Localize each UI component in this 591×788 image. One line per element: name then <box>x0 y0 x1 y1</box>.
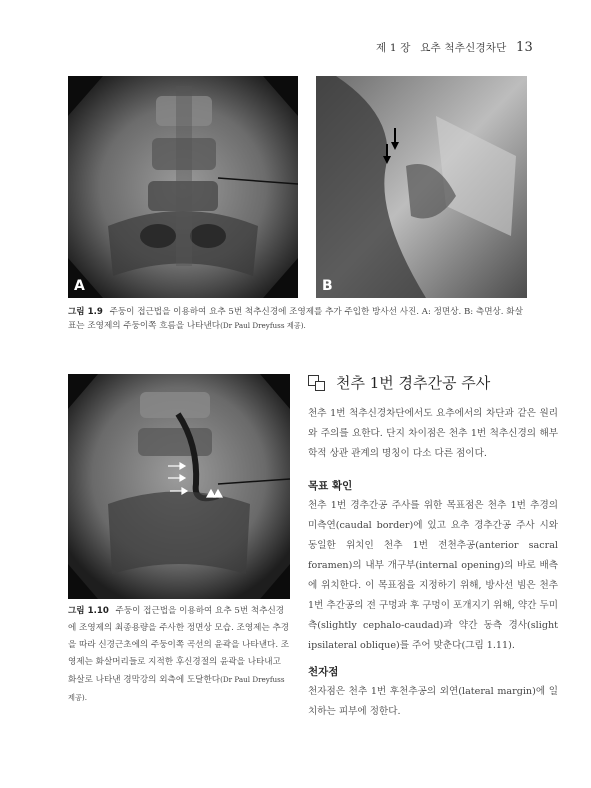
section-bullet-icon <box>308 375 328 391</box>
xray-lateral-image <box>316 76 527 298</box>
xray-ap-image <box>68 76 298 298</box>
figure-1-9-panel-a <box>68 76 298 298</box>
caption-credit: (Dr Paul Dreyfuss 제공). <box>68 675 285 702</box>
xray-ap-contrast-image <box>68 374 290 599</box>
target-paragraph: 천추 1번 경추간공 주사를 위한 목표점은 천추 1번 추경의 미측연(caudal border)에 있고 요추 경추간공 주사 시와 동일한 위치인 천추 1번 전천추공(anterior sacral foramen)의 내부 개구부(internal opening)의 바로 배측에 위치한다. 이 목표점을 지정하기 위해, 방사선 빔은 천추 1번 추간공의 전 구멍과 후 구멍이 포개지기 위해, 약간 두미측(slightly cephalo-caudad)과 약간 동측 경사(slight ipsilateral oblique)를 주어 맞춘다(그림 1.11). <box>308 500 558 651</box>
puncture-paragraph: 천자점은 천추 1번 후천추공의 외연(lateral margin)에 일치하는 피부에 정한다. <box>308 686 558 717</box>
panel-label-b: B <box>322 278 333 294</box>
running-header <box>376 40 533 55</box>
section-title <box>308 372 490 393</box>
panel-label-a: A <box>74 278 85 294</box>
intro-paragraph: 천추 1번 척추신경차단에서도 요추에서의 차단과 같은 원리와 주의를 요한다. 단지 차이점은 천추 1번 척추신경의 해부학적 상관 관계의 명칭이 다소 다른 점이다. <box>308 408 558 459</box>
caption-text: 주둥이 접근법을 이용하여 요추 5번 척추신경에 조영제의 최종용량을 주사한 정면상 모습. 조영제는 추경을 따라 신경근초에의 주둥이쪽 곡선의 윤곽을 나타낸다. 조영제는 화살머리들로 지적한 후신경절의 윤곽을 나타내고 화살로 나타낸 경막강의 외측에 도달한다 <box>68 606 290 685</box>
caption-figure-label: 그림 1.9 <box>68 307 103 317</box>
figure-1-10-caption <box>68 603 290 707</box>
chapter-label: 제 1 장 <box>376 42 411 54</box>
subhead-puncture: 천자점 <box>308 666 339 678</box>
figure-1-10-image <box>68 374 290 599</box>
figure-1-9-caption <box>68 305 528 333</box>
figure-1-9-panel-b <box>316 76 527 298</box>
subhead-target: 목표 확인 <box>308 480 353 492</box>
page-number: 13 <box>516 40 533 55</box>
chapter-title: 요추 척추신경차단 <box>420 42 507 54</box>
section-title-text: 천추 1번 경추간공 주사 <box>336 374 491 392</box>
caption-text: 주둥이 접근법을 이용하여 요추 5번 척추신경에 조영제를 추가 주입한 방사선 사진. A: 정면상. B: 측면상. 화살표는 조영제의 주둥이쪽 흐름을 나타낸다 <box>68 307 523 331</box>
caption-figure-label: 그림 1.10 <box>68 606 109 616</box>
caption-credit: (Dr Paul Dreyfuss 제공). <box>220 321 306 330</box>
